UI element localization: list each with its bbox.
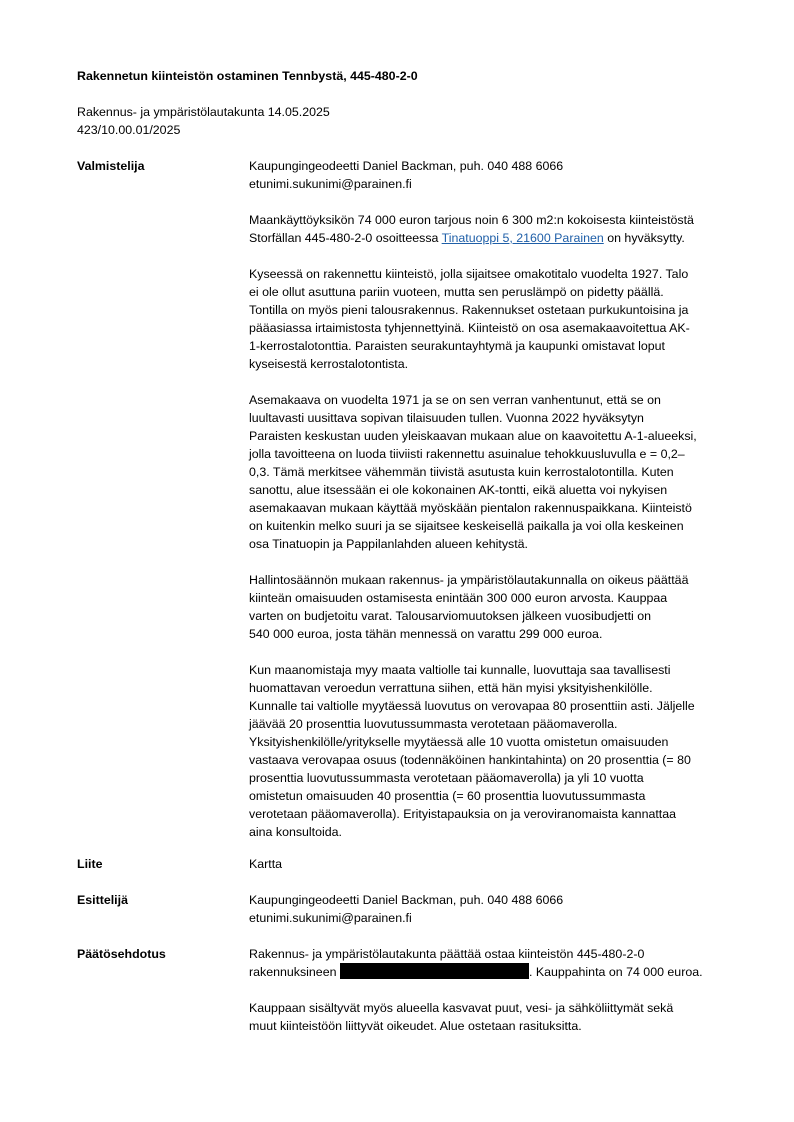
- paragraph-line: muut kiinteistöön liittyvät oikeudet. Alue ostetaan rasituksitta.: [249, 1019, 582, 1033]
- paragraph-line: aina konsultoida.: [249, 825, 342, 839]
- text-span: rakennuksineen: [249, 965, 340, 979]
- paragraph-decision: [249, 945, 749, 981]
- text-span: . Kauppahinta on 74 000 euroa.: [528, 965, 703, 979]
- preparer-name-phone: Kaupungingeodeetti Daniel Backman, puh. 040 488 6066: [249, 159, 564, 173]
- section-label-esittelija: Esittelijä: [77, 893, 128, 907]
- meeting-line: Rakennus- ja ympäristölautakunta 14.05.2025: [77, 105, 330, 119]
- paragraph-line: Kun maanomistaja myy maata valtiolle tai kunnalle, luovuttaja saa tavallisesti: [249, 663, 671, 677]
- paragraph-tax: [249, 661, 749, 841]
- paragraph-line: omistetun omaisuuden 40 prosenttia (= 60 prosenttia luovutussummasta: [249, 789, 646, 803]
- paragraph-line: jäävää 20 prosenttia luovutussummasta verotetaan pääomaverolla.: [249, 717, 618, 731]
- paragraph-line: asemakaavan mukaan käyttää myöskään pientalon rakennuspaikkana. Kiinteistö: [249, 501, 692, 515]
- paragraph-line: Paraisten keskustan uuden yleiskaavan mukaan alue on kaavoitettu A-1-alueeksi,: [249, 429, 697, 443]
- paragraph-line: 540 000 euroa, josta tähän mennessä on varattu 299 000 euroa.: [249, 627, 603, 641]
- paragraph-offer: [249, 211, 749, 247]
- paragraph-line: [249, 963, 749, 981]
- paragraph-line: ei ole ollut asuttuna pariin vuoteen, mutta sen peruslämpö on pidetty päällä.: [249, 285, 664, 299]
- paragraph-line: kiinteän omaisuuden ostamisesta enintään 300 000 euron arvosta. Kauppaa: [249, 591, 668, 605]
- paragraph-line: pääasiassa irtaimistosta tyhjennettyinä. Kiinteistö on osa asemakaavoitettua AK-: [249, 321, 690, 335]
- paragraph-line: Tontilla on myös pieni talousrakennus. Rakennukset ostetaan purkukuntoisina ja: [249, 303, 689, 317]
- paragraph-line: prosenttia luovutussummasta verotetaan pääomaverolla) ja yli 10 vuotta: [249, 771, 644, 785]
- diary-number: 423/10.00.01/2025: [77, 123, 181, 137]
- paragraph-budget: [249, 571, 749, 643]
- preparer-contact: [249, 157, 749, 193]
- paragraph-line: luultavasti uusittava sopivan tilaisuuden tullen. Vuonna 2022 hyväksytyn: [249, 411, 644, 425]
- text-span: Storfällan 445-480-2-0 osoitteessa: [249, 231, 442, 245]
- section-body-paatosehdotus: [249, 945, 749, 1053]
- paragraph-line: Kauppaan sisältyvät myös alueella kasvavat puut, vesi- ja sähköliittymät sekä: [249, 1001, 674, 1015]
- paragraph-line: sanottu, alue itsessään ei ole kokonainen AK-tontti, eikä aluetta voi nykyisen: [249, 483, 668, 497]
- paragraph-line: varten on budjetoitu varat. Talousarviomuutoksen jälkeen vuosibudjetti on: [249, 609, 652, 623]
- section-body-valmistelija: [249, 157, 749, 859]
- section-label-paatosehdotus: Päätösehdotus: [77, 947, 166, 961]
- text-span: on hyväksytty.: [603, 231, 685, 245]
- paragraph-line: vastaava verovapaa osuus (todennäköinen hankintahinta) on 20 prosenttia (= 80: [249, 753, 691, 767]
- preparer-email: etunimi.sukunimi@parainen.fi: [249, 177, 412, 191]
- paragraph-line: kyseisestä kerrostalotontista.: [249, 357, 409, 371]
- paragraph-line: Hallintosäännön mukaan rakennus- ja ympäristölautakunnalla on oikeus päättää: [249, 573, 689, 587]
- section-label-valmistelija: Valmistelija: [77, 159, 145, 173]
- paragraph-line: verotetaan pääomaverolla). Erityistapauksia on ja veroviranomaista kannattaa: [249, 807, 677, 821]
- attachment-name: Kartta: [249, 857, 283, 871]
- paragraph-property: [249, 265, 749, 373]
- address-link[interactable]: Tinatuoppi 5, 21600 Parainen: [441, 231, 604, 245]
- paragraph-zoning: [249, 391, 749, 553]
- paragraph-inclusions: [249, 999, 749, 1035]
- document-title: Rakennetun kiinteistön ostaminen Tennbystä, 445-480-2-0: [77, 69, 418, 83]
- paragraph-line: 1-kerrostalotonttia. Paraisten seurakuntayhtymä ja kaupunki omistavat loput: [249, 339, 665, 353]
- paragraph-line: on kuitenkin melko suuri ja se sijaitsee keskeisellä paikalla ja voi olla keskeinen: [249, 519, 684, 533]
- presenter-email: etunimi.sukunimi@parainen.fi: [249, 911, 412, 925]
- paragraph-line: osa Tinatuopin ja Pappilanlahden alueen kehitystä.: [249, 537, 528, 551]
- redaction-bar: [340, 963, 529, 979]
- presenter-name-phone: Kaupungingeodeetti Daniel Backman, puh. 040 488 6066: [249, 893, 564, 907]
- paragraph-line: Maankäyttöyksikön 74 000 euron tarjous noin 6 300 m2:n kokoisesta kiinteistöstä: [249, 213, 694, 227]
- paragraph-line: 0,3. Tämä merkitsee vähemmän tiivistä asutusta kuin kerrostalotontilla. Kuten: [249, 465, 674, 479]
- paragraph-line: Rakennus- ja ympäristölautakunta päättää ostaa kiinteistön 445-480-2-0: [249, 947, 645, 961]
- section-label-liite: Liite: [77, 857, 103, 871]
- section-body-esittelija: [249, 891, 749, 927]
- section-body-liite: [249, 855, 749, 873]
- paragraph-line: [249, 229, 749, 247]
- paragraph-line: Yksityishenkilölle/yritykselle myytäessä alle 10 vuotta omistetun omaisuuden: [249, 735, 669, 749]
- document-meta: [77, 103, 330, 139]
- paragraph-line: Kyseessä on rakennettu kiinteistö, jolla sijaitsee omakotitalo vuodelta 1927. Talo: [249, 267, 689, 281]
- paragraph-line: jolla tavoitteena on luoda tiiviisti rakennettu asuinalue tehokkuusluvulla e = 0,2–: [249, 447, 685, 461]
- paragraph-line: huomattavan veroedun verrattuna siihen, että hän myisi yksityishenkilölle.: [249, 681, 653, 695]
- paragraph-line: Kunnalle tai valtiolle myytäessä luovutus on verovapaa 80 prosenttiin asti. Jäljelle: [249, 699, 695, 713]
- paragraph-line: Asemakaava on vuodelta 1971 ja se on sen verran vanhentunut, että se on: [249, 393, 661, 407]
